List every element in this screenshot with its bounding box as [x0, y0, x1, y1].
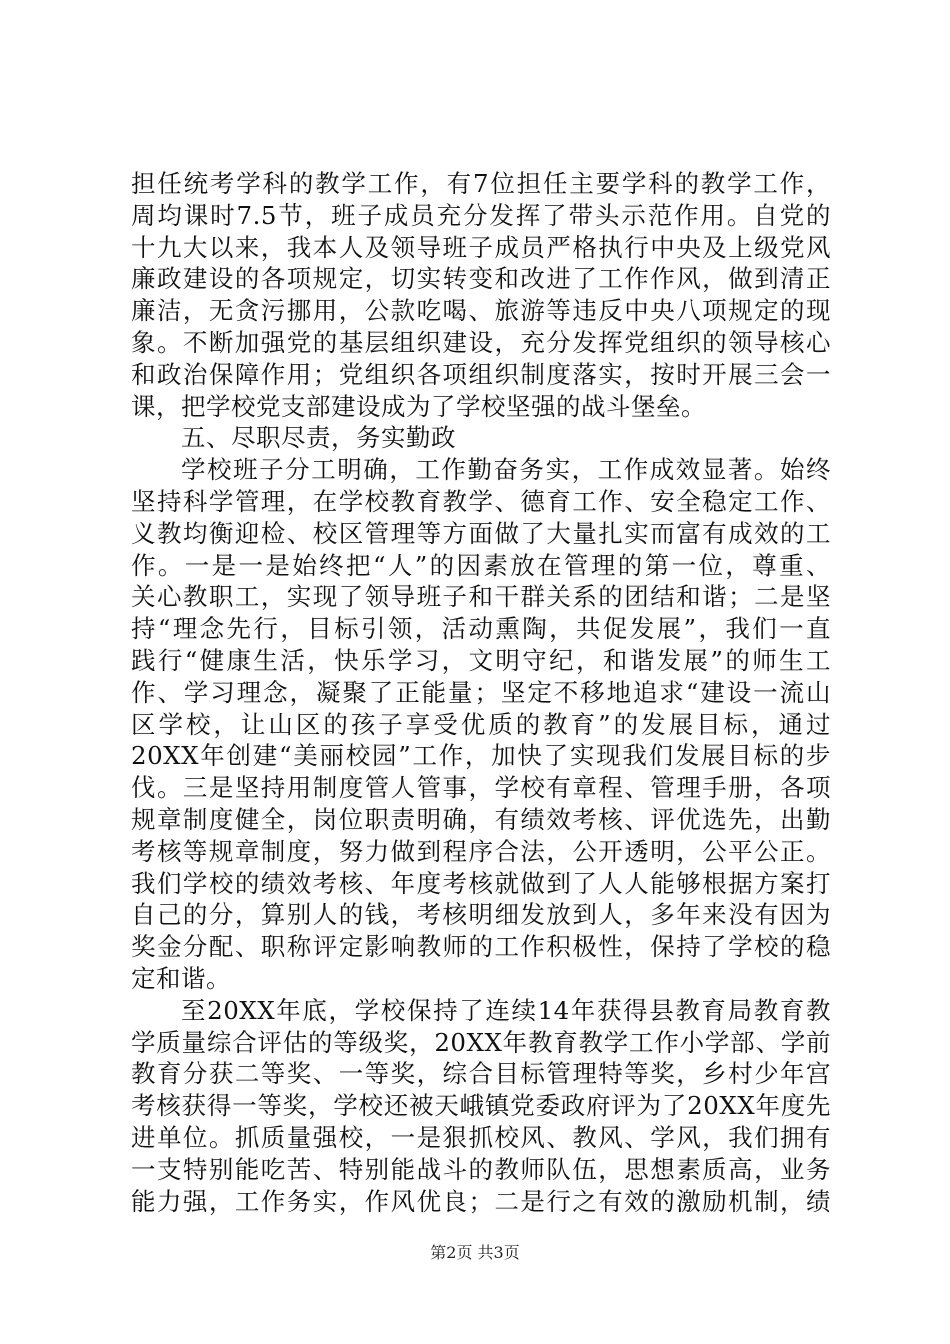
- text-line: 廉洁，无贪污挪用，公款吃喝、旅游等违反中央八项规定的现: [131, 296, 831, 326]
- page-footer: 第2页 共3页: [430, 1243, 520, 1262]
- text-line: 课，把学校党支部建设成为了学校坚强的战斗堡垒。: [131, 391, 706, 421]
- text-line: 能力强，工作务实，作风优良；二是行之有效的激励机制，绩: [131, 1186, 831, 1216]
- text-line: 考核等规章制度，努力做到程序合法，公开透明，公平公正。: [131, 836, 831, 866]
- text-line: 关心教职工，实现了领导班子和干群关系的团结和谐；二是坚: [131, 582, 831, 612]
- text-line: 作。一是一是始终把“人”的因素放在管理的第一位，尊重、: [131, 550, 831, 580]
- text-line: 定和谐。: [131, 963, 231, 993]
- text-line: 自己的分，算别人的钱，考核明细发放到人，多年来没有因为: [131, 900, 831, 930]
- text-line: 区学校，让山区的孩子享受优质的教育”的发展目标，通过: [131, 709, 831, 739]
- text-line: 十九大以来，我本人及领导班子成员严格执行中央及上级党风: [131, 232, 831, 262]
- text-line: 担任统考学科的教学工作，有7位担任主要学科的教学工作，: [131, 169, 831, 198]
- text-line: 和政治保障作用；党组织各项组织制度落实，按时开展三会一: [131, 359, 831, 389]
- text-line: 至20XX年底，学校保持了连续14年获得县教育局教育教: [181, 995, 831, 1025]
- text-line: 坚持科学管理，在学校教育教学、德育工作、安全稳定工作、: [131, 486, 831, 516]
- text-line: 践行“健康生活，快乐学习，文明守纪，和谐发展”的师生工: [131, 645, 831, 675]
- text-line: 规章制度健全，岗位职责明确，有绩效考核、评优选先，出勤: [131, 804, 831, 834]
- document-body: [131, 168, 831, 1217]
- text-line: 奖金分配、职称评定影响教师的工作积极性，保持了学校的稳: [131, 932, 831, 962]
- text-line: 学校班子分工明确，工作勤奋务实，工作成效显著。始终: [181, 455, 831, 485]
- text-line: 学质量综合评估的等级奖，20XX年教育教学工作小学部、学前: [131, 1027, 831, 1057]
- text-line: 伐。三是坚持用制度管人管事，学校有章程、管理手册，各项: [131, 773, 831, 803]
- text-line: 考核获得一等奖，学校还被天峨镇党委政府评为了20XX年度先: [131, 1091, 831, 1121]
- text-line: 廉政建设的各项规定，切实转变和改进了工作作风，做到清正: [131, 264, 831, 294]
- text-line: 我们学校的绩效考核、年度考核就做到了人人能够根据方案打: [131, 868, 831, 898]
- text-line: 五、尽职尽责，务实勤政: [181, 423, 456, 453]
- text-line: 义教均衡迎检、校区管理等方面做了大量扎实而富有成效的工: [131, 518, 831, 548]
- text-line: 象。不断加强党的基层组织建设，充分发挥党组织的领导核心: [131, 327, 831, 357]
- text-line: 一支特别能吃苦、特别能战斗的教师队伍，思想素质高，业务: [131, 1154, 831, 1184]
- text-line: 作、学习理念，凝聚了正能量；坚定不移地追求“建设一流山: [131, 677, 831, 707]
- text-line: 周均课时7.5节，班子成员充分发挥了带头示范作用。自党的: [131, 200, 831, 230]
- text-line: 20XX年创建“美丽校园”工作，加快了实现我们发展目标的步: [131, 741, 831, 771]
- text-line: 持“理念先行，目标引领，活动熏陶，共促发展”，我们一直: [131, 614, 831, 644]
- text-line: 教育分获二等奖、一等奖，综合目标管理特等奖，乡村少年宫: [131, 1059, 831, 1089]
- text-line: 进单位。抓质量强校，一是狠抓校风、教风、学风，我们拥有: [131, 1122, 831, 1152]
